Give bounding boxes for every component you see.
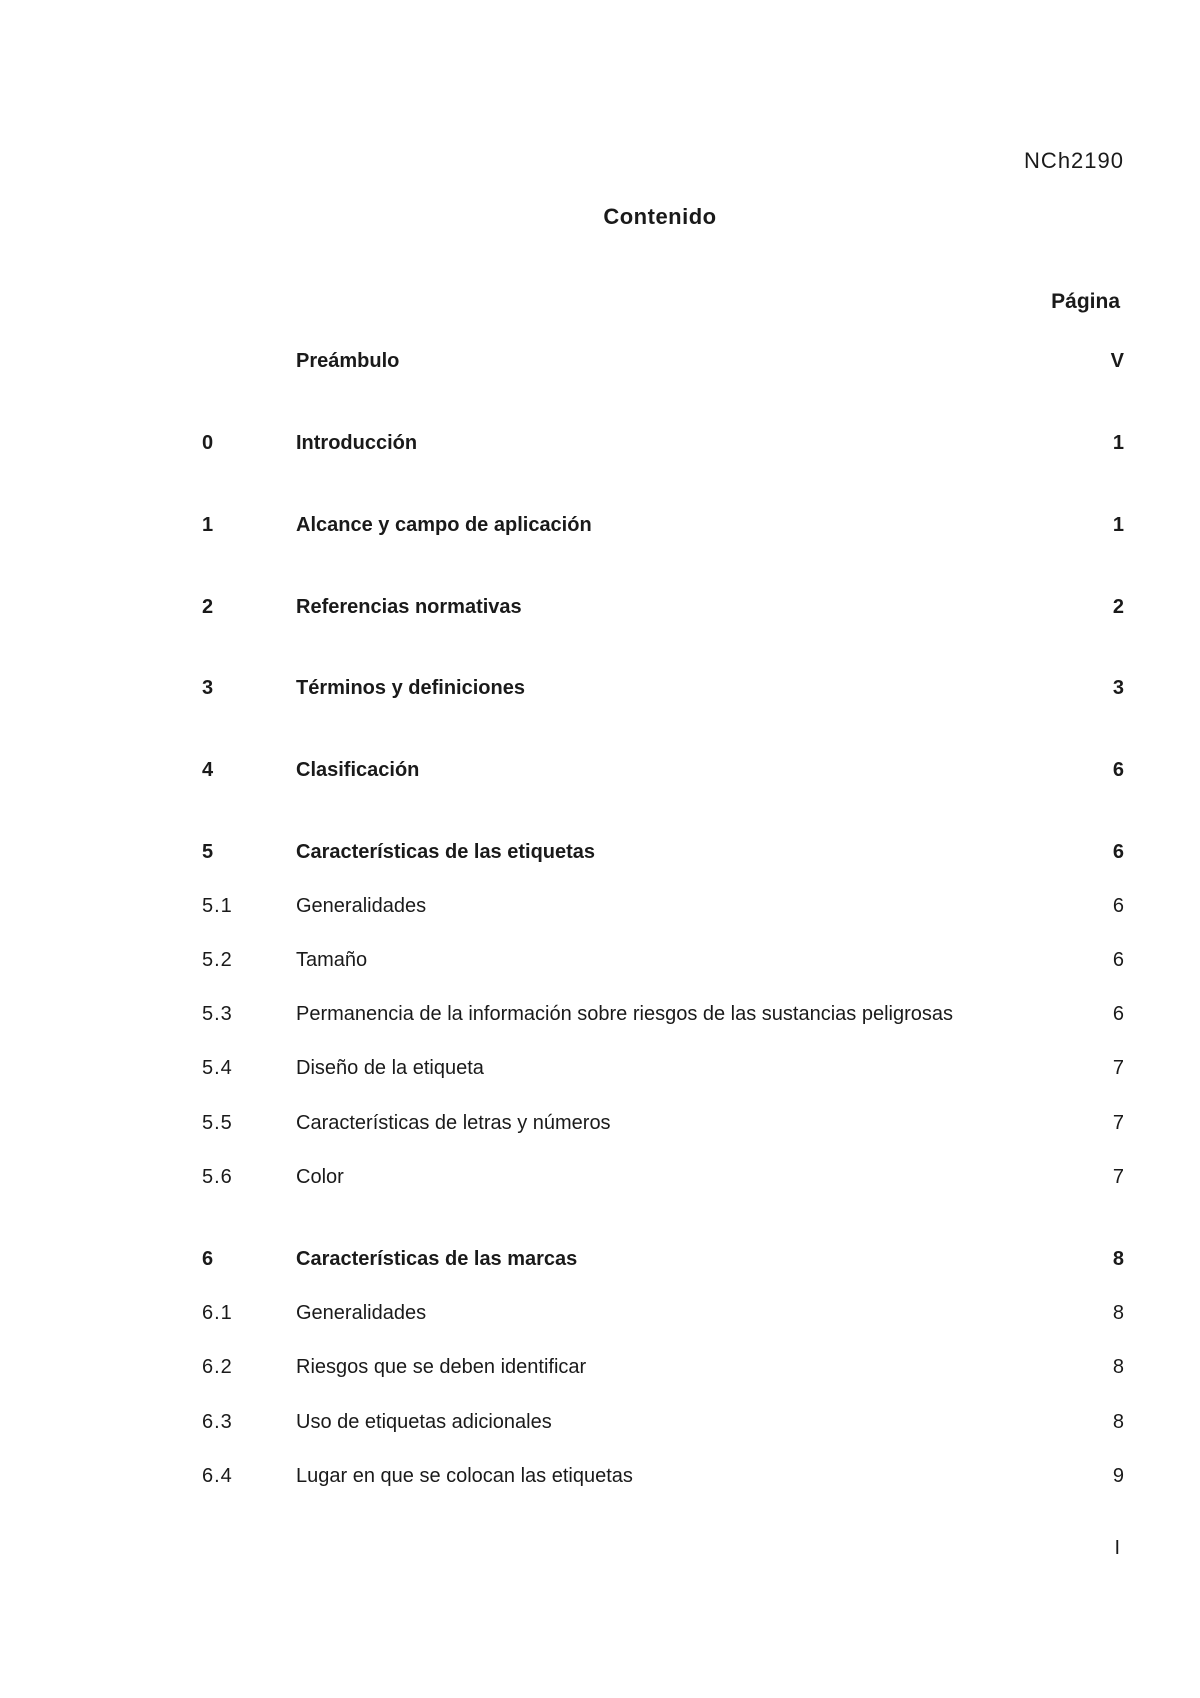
toc-entry-label: Introducción <box>296 432 418 454</box>
toc-entry-page: 7 <box>1112 1112 1124 1134</box>
toc-entry <box>0 1409 1200 1435</box>
page-column-heading: Página <box>1051 290 1120 313</box>
toc-entry-label: Generalidades <box>296 895 427 917</box>
toc-entry-number: 5.5 <box>202 1112 233 1134</box>
toc-entry <box>0 430 1200 456</box>
toc-entry-page: 8 <box>1112 1356 1124 1378</box>
toc-entry <box>0 1110 1200 1136</box>
page-number: I <box>1114 1537 1120 1559</box>
toc-entry-number: 2 <box>202 596 215 618</box>
toc-entry-page: 6 <box>1112 895 1124 917</box>
toc-entry-number: 0 <box>202 432 215 454</box>
toc-entry-page: 8 <box>1112 1248 1124 1270</box>
toc-entry <box>0 594 1200 620</box>
toc-entry-number: 5 <box>202 841 215 863</box>
toc-entry-page: 6 <box>1112 841 1124 863</box>
document-code: NCh2190 <box>1024 148 1124 173</box>
toc-entry-page: 8 <box>1112 1302 1124 1324</box>
toc-entry-label: Clasificación <box>296 759 420 781</box>
toc-entry <box>0 947 1200 973</box>
toc-entry <box>0 839 1200 865</box>
toc-entry <box>0 1246 1200 1272</box>
toc-entry-page: 7 <box>1112 1057 1124 1079</box>
toc-entry-label: Referencias normativas <box>296 596 522 618</box>
toc-entry-number: 1 <box>202 514 215 536</box>
toc-entry-number: 3 <box>202 677 215 699</box>
toc-entry-number: 6.4 <box>202 1465 233 1487</box>
toc-entry-number: 5.6 <box>202 1166 233 1188</box>
toc-entry-label: Características de las etiquetas <box>296 841 596 863</box>
toc-entry-page: 1 <box>1112 514 1124 536</box>
toc-entry <box>0 1300 1200 1326</box>
toc-entry-label: Uso de etiquetas adicionales <box>296 1411 552 1433</box>
toc-entry-number: 5.4 <box>202 1057 233 1079</box>
toc-entry <box>0 1354 1200 1380</box>
toc-entry-label: Características de las marcas <box>296 1248 578 1270</box>
toc-entry <box>0 1463 1200 1489</box>
toc-entry <box>0 348 1200 374</box>
toc-entry-page: 1 <box>1112 432 1124 454</box>
toc-entry-number: 6.1 <box>202 1302 233 1324</box>
toc-entry-label: Permanencia de la información sobre riesgos de las sustancias peligrosas <box>296 1003 954 1025</box>
toc-entry-label: Color <box>296 1166 344 1188</box>
toc-entry-label: Riesgos que se deben identificar <box>296 1356 587 1378</box>
toc-entry-page: V <box>1110 350 1124 372</box>
toc-entry-page: 6 <box>1112 1003 1124 1025</box>
toc-entry-page: 3 <box>1112 677 1124 699</box>
toc-entry <box>0 1164 1200 1190</box>
toc-entry-number: 6.3 <box>202 1411 233 1433</box>
toc-entry-label: Lugar en que se colocan las etiquetas <box>296 1465 633 1487</box>
toc-entry-number: 5.3 <box>202 1003 233 1025</box>
toc-entry-label: Tamaño <box>296 949 368 971</box>
toc-entry-label: Generalidades <box>296 1302 427 1324</box>
toc-entry-label: Preámbulo <box>296 350 400 372</box>
toc-entry-label: Características de letras y números <box>296 1112 611 1134</box>
toc-entry <box>0 512 1200 538</box>
toc-entry-page: 7 <box>1112 1166 1124 1188</box>
toc-entry-page: 6 <box>1112 759 1124 781</box>
toc-entry <box>0 675 1200 701</box>
toc-title: Contenido <box>603 204 717 229</box>
toc-entry-page: 6 <box>1112 949 1124 971</box>
toc-entry-page: 9 <box>1112 1465 1124 1487</box>
toc-entry-number: 6 <box>202 1248 215 1270</box>
toc-entry-number: 5.1 <box>202 895 233 917</box>
toc-entry <box>0 757 1200 783</box>
toc-entry-number: 5.2 <box>202 949 233 971</box>
toc-entry <box>0 893 1200 919</box>
toc-entry-number: 4 <box>202 759 215 781</box>
toc-entry-page: 2 <box>1112 596 1124 618</box>
toc-entry-label: Diseño de la etiqueta <box>296 1057 484 1079</box>
toc-entry <box>0 1055 1200 1081</box>
toc-entry <box>0 1001 1200 1027</box>
toc-entry-number: 6.2 <box>202 1356 233 1378</box>
toc-entry-label: Términos y definiciones <box>296 677 525 699</box>
toc-entry-page: 8 <box>1112 1411 1124 1433</box>
toc-entry-label: Alcance y campo de aplicación <box>296 514 592 536</box>
